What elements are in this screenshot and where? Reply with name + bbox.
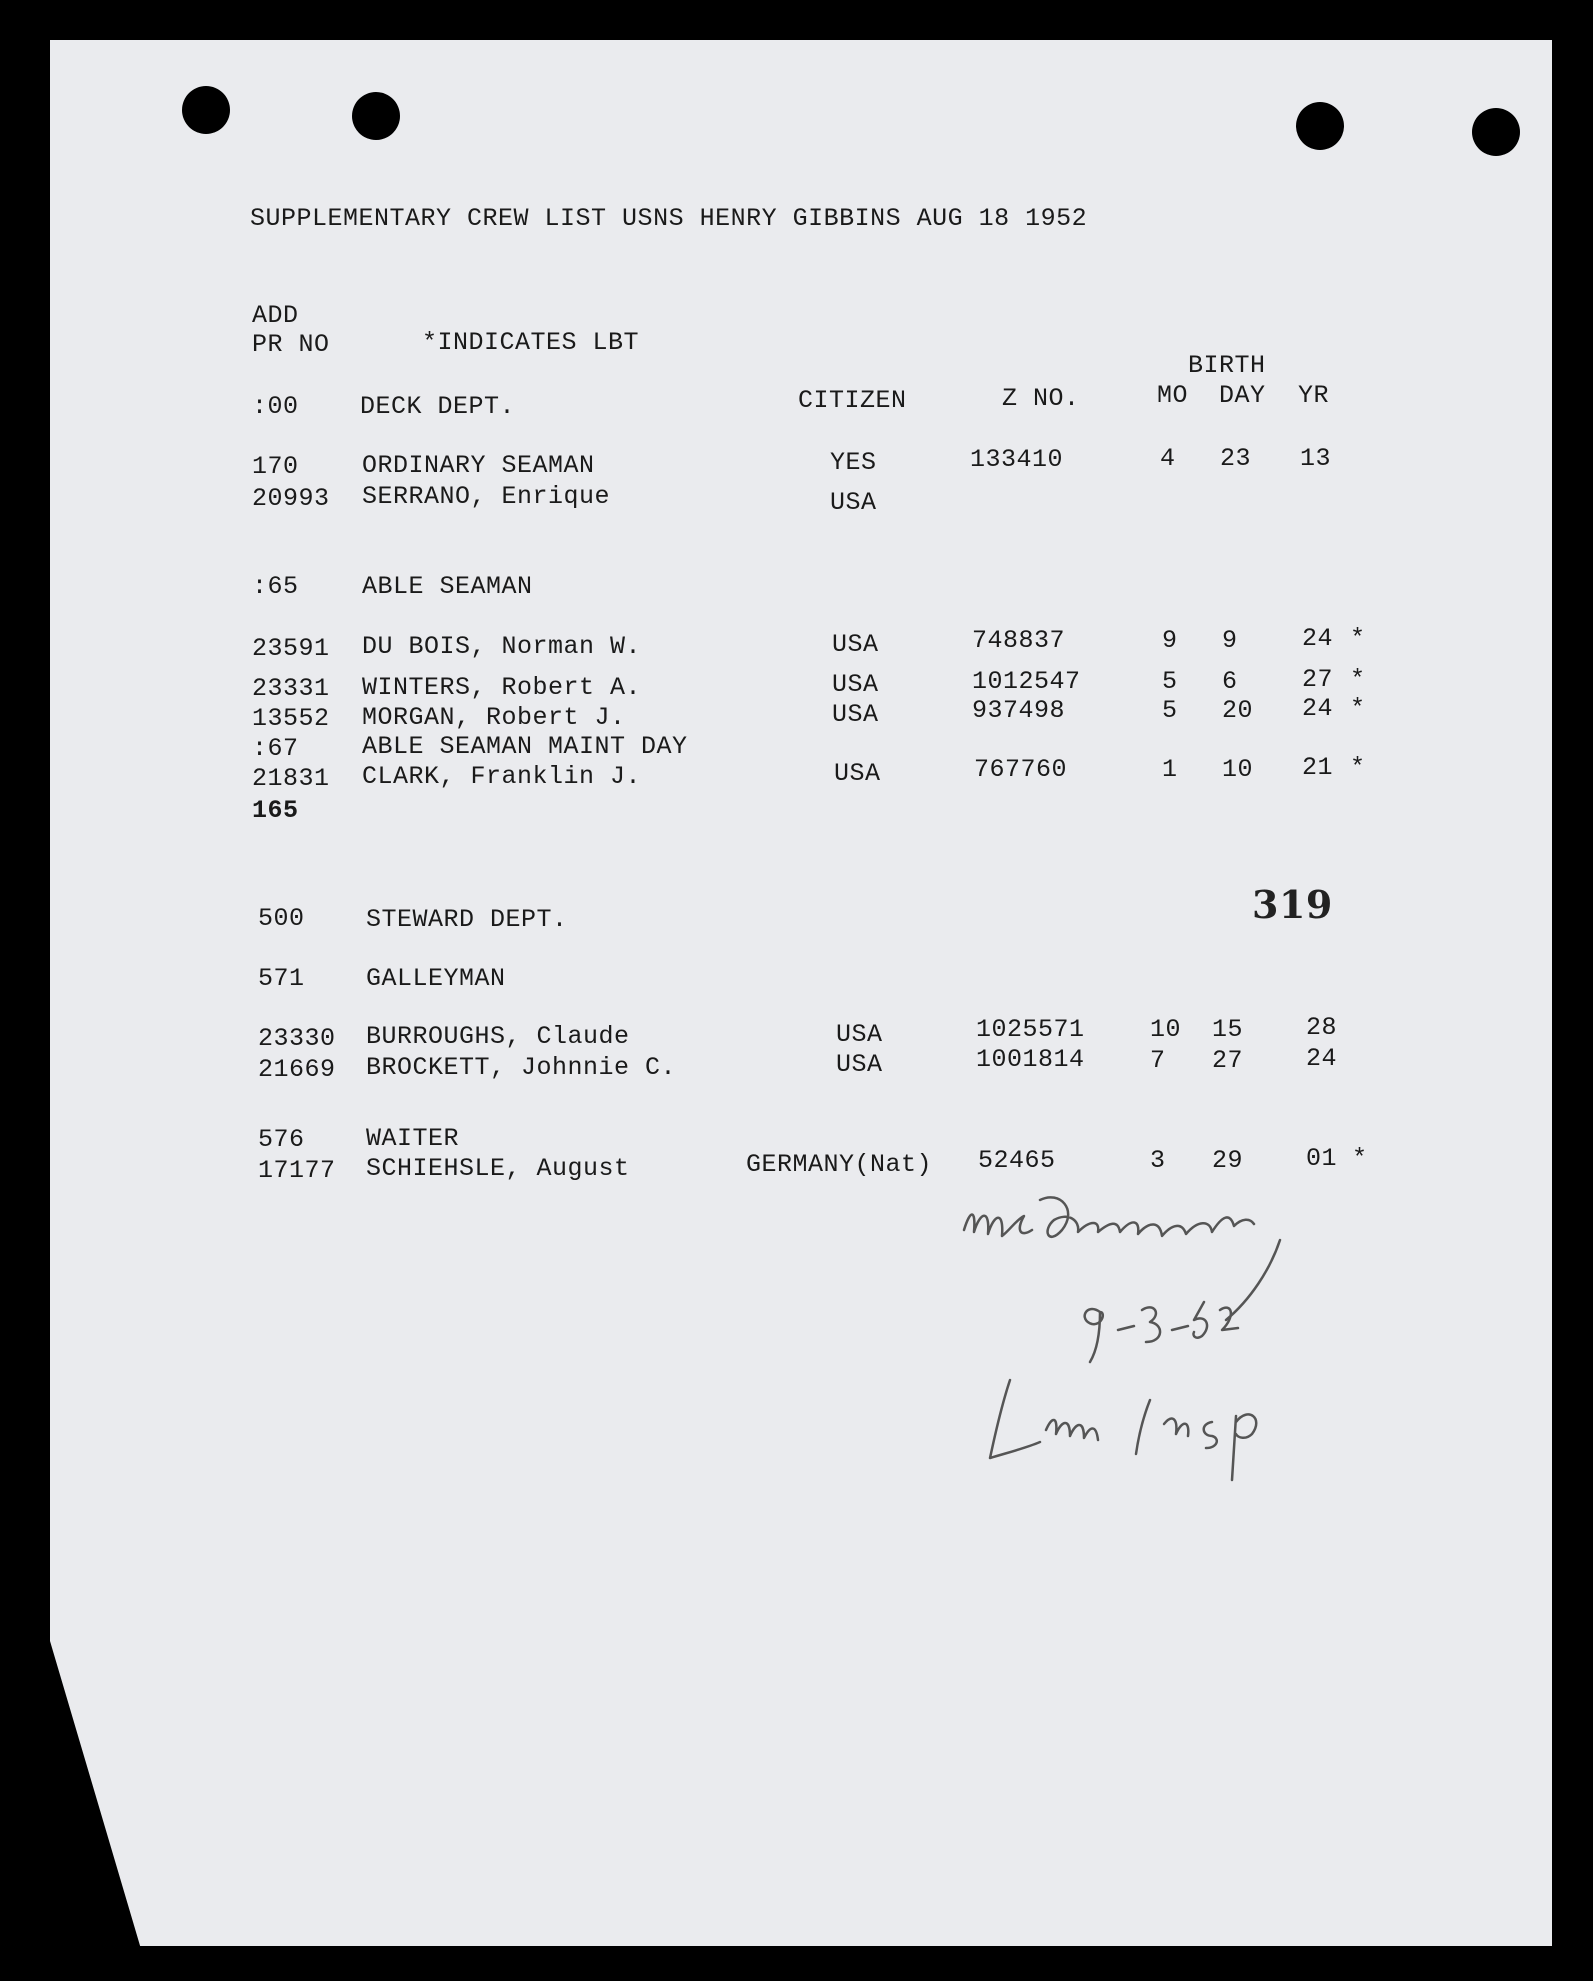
crew-name: SCHIEHSLE, August <box>366 1154 630 1183</box>
steward-dept-label: STEWARD DEPT. <box>366 905 568 934</box>
pr-number: 21669 <box>258 1055 336 1084</box>
col-zno: Z NO. <box>1002 384 1080 413</box>
mo-value: 5 <box>1162 696 1178 725</box>
pr-number: 20993 <box>252 484 330 513</box>
waiter-title: WAITER <box>366 1124 460 1153</box>
day-value: 6 <box>1222 667 1238 696</box>
able-seaman-code: :65 <box>252 572 299 601</box>
yr-value: 24 <box>1302 624 1334 653</box>
lbt-marker: * <box>1352 1144 1368 1173</box>
citizen-value: USA <box>830 488 877 517</box>
lbt-marker: * <box>1350 753 1366 782</box>
add-label: ADD <box>252 301 299 330</box>
handwritten-signature <box>950 1190 1430 1500</box>
zno-value: 937498 <box>972 696 1066 725</box>
day-value: 27 <box>1212 1046 1244 1075</box>
zno-value: 748837 <box>972 626 1066 655</box>
crew-name: BROCKETT, Johnnie C. <box>366 1053 677 1082</box>
lbt-marker: * <box>1350 665 1366 694</box>
pr-number: 21831 <box>252 764 330 793</box>
citizen-value: USA <box>832 700 879 729</box>
pr-number: 23330 <box>258 1024 336 1053</box>
yr-value: 28 <box>1306 1013 1338 1042</box>
day-value: 20 <box>1222 696 1254 725</box>
zno-value: 1025571 <box>976 1015 1085 1044</box>
pr-number: 23331 <box>252 674 330 703</box>
ordinary-seaman-title: ORDINARY SEAMAN <box>362 451 595 480</box>
page-number: 319 <box>1252 882 1333 927</box>
crew-name: WINTERS, Robert A. <box>362 673 642 702</box>
pr-number: 17177 <box>258 1156 336 1185</box>
punch-hole <box>1296 102 1344 150</box>
col-yr: YR <box>1298 381 1330 410</box>
yr-value: 24 <box>1306 1044 1338 1073</box>
citizen-value: USA <box>832 670 879 699</box>
citizen-value: USA <box>832 630 879 659</box>
galleyman-code: 571 <box>258 964 305 993</box>
citizen-value: USA <box>836 1020 883 1049</box>
mo-value: 5 <box>1162 667 1178 696</box>
punch-hole <box>352 92 400 140</box>
yr-value: 24 <box>1302 694 1334 723</box>
day-value: 29 <box>1212 1146 1244 1175</box>
deck-dept-code: :00 <box>252 392 299 421</box>
deck-dept-label: DECK DEPT. <box>360 392 516 421</box>
crew-name: DU BOIS, Norman W. <box>362 632 642 661</box>
yr-value: 01 <box>1306 1144 1338 1173</box>
day-value: 10 <box>1222 755 1254 784</box>
pr-no-label: PR NO <box>252 330 330 359</box>
galleyman-title: GALLEYMAN <box>366 964 506 993</box>
lbt-marker: * <box>1350 624 1366 653</box>
day-value: 9 <box>1222 626 1238 655</box>
citizen-value: YES <box>830 448 877 477</box>
mo-value: 3 <box>1150 1146 1166 1175</box>
mo-value: 9 <box>1162 626 1178 655</box>
citizen-value: USA <box>834 759 881 788</box>
mo-value: 10 <box>1150 1015 1182 1044</box>
ordinary-seaman-code: 170 <box>252 452 299 481</box>
crew-name: CLARK, Franklin J. <box>362 762 642 791</box>
day-value: 23 <box>1220 444 1252 473</box>
yr-value: 13 <box>1300 444 1332 473</box>
maint-day-code: :67 <box>252 734 299 763</box>
yr-value: 27 <box>1302 665 1334 694</box>
mo-value: 7 <box>1150 1046 1166 1075</box>
zno-value: 133410 <box>970 445 1064 474</box>
maint-day-title: ABLE SEAMAN MAINT DAY <box>362 732 688 761</box>
punch-hole <box>182 86 230 134</box>
pr-number: 13552 <box>252 704 330 733</box>
crew-name: SERRANO, Enrique <box>362 482 611 511</box>
yr-value: 21 <box>1302 753 1334 782</box>
document-title: SUPPLEMENTARY CREW LIST USNS HENRY GIBBINS AUG 18 1952 <box>250 204 1088 233</box>
punch-hole <box>1472 108 1520 156</box>
col-citizen: CITIZEN <box>798 386 907 415</box>
steward-dept-code: 500 <box>258 904 305 933</box>
able-seaman-title: ABLE SEAMAN <box>362 572 533 601</box>
citizen-value: USA <box>836 1050 883 1079</box>
lbt-note: *INDICATES LBT <box>422 328 640 357</box>
zno-value: 52465 <box>978 1146 1056 1175</box>
waiter-code: 576 <box>258 1125 305 1154</box>
zno-value: 1001814 <box>976 1045 1085 1074</box>
day-value: 15 <box>1212 1015 1244 1044</box>
mo-value: 4 <box>1160 444 1176 473</box>
zno-value: 767760 <box>974 755 1068 784</box>
citizen-value: GERMANY(Nat) <box>746 1150 933 1179</box>
overstruck-code: 165 <box>252 796 299 825</box>
crew-name: BURROUGHS, Claude <box>366 1022 630 1051</box>
pr-number: 23591 <box>252 634 330 663</box>
col-day: DAY <box>1219 381 1266 410</box>
lbt-marker: * <box>1350 694 1366 723</box>
birth-label: BIRTH <box>1188 351 1266 380</box>
crew-name: MORGAN, Robert J. <box>362 703 626 732</box>
zno-value: 1012547 <box>972 667 1081 696</box>
mo-value: 1 <box>1162 755 1178 784</box>
col-mo: MO <box>1157 381 1189 410</box>
